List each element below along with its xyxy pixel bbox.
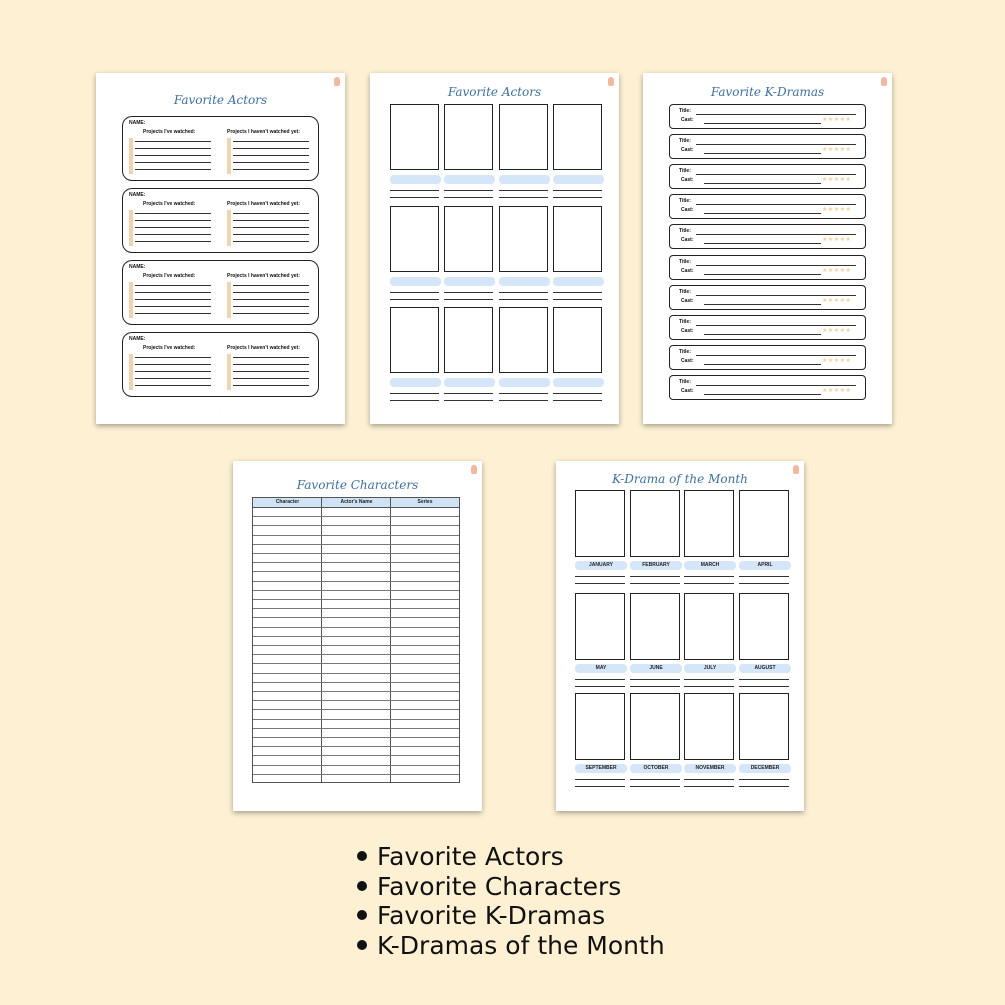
photo-box xyxy=(390,206,439,272)
write-line xyxy=(553,292,602,293)
kdrama-row xyxy=(669,104,866,129)
title-label: Title: xyxy=(679,348,691,355)
write-line xyxy=(390,393,439,394)
write-line xyxy=(233,306,309,307)
write-line xyxy=(135,162,211,163)
photo-box xyxy=(684,593,734,660)
write-line xyxy=(739,679,789,680)
cast-line xyxy=(704,123,821,124)
month-label: DECEMBER xyxy=(739,764,791,773)
write-line xyxy=(444,299,493,300)
cast-line xyxy=(704,364,821,365)
tan-bar xyxy=(227,138,231,174)
month-label: JULY xyxy=(684,664,736,673)
tan-bar xyxy=(129,282,133,318)
write-line xyxy=(630,786,680,787)
write-line xyxy=(135,364,211,365)
write-line xyxy=(135,357,211,358)
photo-box xyxy=(684,693,734,760)
feature-item: K-Dramas of the Month xyxy=(357,931,665,961)
title-line xyxy=(696,325,856,326)
write-line xyxy=(135,292,211,293)
title-label: Title: xyxy=(679,258,691,265)
tan-bar xyxy=(227,210,231,246)
write-line xyxy=(630,686,680,687)
month-label: AUGUST xyxy=(739,664,791,673)
write-line xyxy=(684,583,734,584)
table-row-line xyxy=(253,535,459,536)
bunny-icon xyxy=(334,77,340,86)
bunny-icon xyxy=(881,77,887,86)
write-line xyxy=(444,400,493,401)
write-line xyxy=(444,190,493,191)
table-row-line xyxy=(253,544,459,545)
title-line xyxy=(696,114,856,115)
kdrama-row xyxy=(669,375,866,400)
kdrama-row xyxy=(669,255,866,280)
kdrama-of-the-month-page xyxy=(556,461,804,811)
month-label: JUNE xyxy=(630,664,682,673)
column-header: Series xyxy=(417,499,433,505)
month-label: APRIL xyxy=(739,561,791,570)
photo-box xyxy=(739,693,789,760)
write-line xyxy=(135,371,211,372)
column-divider xyxy=(390,498,391,782)
photo-box xyxy=(630,490,680,557)
not-watched-label: Projects I haven't watched yet: xyxy=(227,273,300,279)
write-line xyxy=(739,779,789,780)
title-line xyxy=(696,144,856,145)
write-line xyxy=(233,371,309,372)
kdrama-row xyxy=(669,285,866,310)
page-footer: · xyxy=(220,408,221,412)
write-line xyxy=(739,576,789,577)
kdrama-row xyxy=(669,194,866,219)
table-row-line xyxy=(253,737,459,738)
write-line xyxy=(630,583,680,584)
rating-stars: ★★★★★ xyxy=(822,117,852,123)
bullet-icon xyxy=(357,851,367,861)
photo-box xyxy=(739,490,789,557)
not-watched-label: Projects I haven't watched yet: xyxy=(227,129,300,135)
page-title: Favorite Actors xyxy=(173,93,268,107)
cast-label: Cast: xyxy=(681,357,694,364)
feature-list xyxy=(357,842,665,960)
month-label: NOVEMBER xyxy=(684,764,736,773)
cast-label: Cast: xyxy=(681,237,694,244)
table-row-line xyxy=(253,728,459,729)
title-line xyxy=(696,295,856,296)
photo-box xyxy=(390,104,439,170)
write-line xyxy=(135,220,211,221)
name-pill xyxy=(553,277,604,286)
write-line xyxy=(233,285,309,286)
write-line xyxy=(135,299,211,300)
title-label: Title: xyxy=(679,138,691,145)
table-row-line xyxy=(253,590,459,591)
table-row-line xyxy=(253,516,459,517)
month-label: FEBRUARY xyxy=(630,561,682,570)
write-line xyxy=(135,306,211,307)
table-row-line xyxy=(253,746,459,747)
table-row-line xyxy=(253,562,459,563)
write-line xyxy=(575,786,625,787)
table-row-line xyxy=(253,719,459,720)
tan-bar xyxy=(129,210,133,246)
bunny-icon xyxy=(608,77,614,86)
write-line xyxy=(553,190,602,191)
rating-stars: ★★★★★ xyxy=(822,327,852,334)
table-row-line xyxy=(253,755,459,756)
bunny-icon xyxy=(793,465,799,474)
write-line xyxy=(739,686,789,687)
name-pill xyxy=(553,175,604,184)
write-line xyxy=(135,285,211,286)
name-pill xyxy=(390,277,441,286)
photo-box xyxy=(553,104,602,170)
table-row-line xyxy=(253,627,459,628)
title-line xyxy=(696,204,856,205)
title-label: Title: xyxy=(679,198,691,205)
rating-stars: ★★★★★ xyxy=(822,237,852,244)
kdrama-row xyxy=(669,164,866,189)
table-row-line xyxy=(253,682,459,683)
kdrama-row xyxy=(669,315,866,340)
cast-line xyxy=(704,274,821,275)
photo-box xyxy=(630,693,680,760)
cast-line xyxy=(704,183,821,184)
column-header: Character xyxy=(275,499,300,505)
favorite-actors-list-page xyxy=(96,73,345,424)
name-pill xyxy=(499,378,550,387)
photo-box xyxy=(684,490,734,557)
write-line xyxy=(233,241,309,242)
not-watched-label: Projects I haven't watched yet: xyxy=(227,345,300,351)
title-line xyxy=(696,355,856,356)
cast-line xyxy=(704,334,821,335)
write-line xyxy=(499,393,548,394)
rating-stars: ★★★★★ xyxy=(822,297,852,304)
watched-label: Projects I've watched: xyxy=(143,201,196,207)
month-label: MARCH xyxy=(684,561,736,570)
rating-stars: ★★★★★ xyxy=(822,177,852,184)
table-row-line xyxy=(253,608,459,609)
cast-line xyxy=(704,304,821,305)
kdrama-row xyxy=(669,345,866,370)
photo-box xyxy=(444,104,493,170)
write-line xyxy=(390,292,439,293)
name-pill xyxy=(444,378,495,387)
rating-stars: ★★★★★ xyxy=(822,207,852,214)
write-line xyxy=(684,779,734,780)
month-label: OCTOBER xyxy=(630,764,682,773)
write-line xyxy=(135,313,211,314)
name-pill xyxy=(390,378,441,387)
write-line xyxy=(233,357,309,358)
write-line xyxy=(630,679,680,680)
table-row-line xyxy=(253,571,459,572)
write-line xyxy=(135,155,211,156)
bullet-icon xyxy=(357,881,367,891)
rating-stars: ★★★★★ xyxy=(822,357,852,364)
write-line xyxy=(135,385,211,386)
month-label: JANUARY xyxy=(575,561,627,570)
write-line xyxy=(499,190,548,191)
cast-label: Cast: xyxy=(681,177,694,184)
tan-bar xyxy=(227,354,231,390)
photo-box xyxy=(553,307,602,373)
photo-box xyxy=(575,593,625,660)
write-line xyxy=(575,583,625,584)
write-line xyxy=(233,213,309,214)
write-line xyxy=(233,364,309,365)
write-line xyxy=(233,292,309,293)
write-line xyxy=(684,679,734,680)
watched-label: Projects I've watched: xyxy=(143,345,196,351)
write-line xyxy=(575,686,625,687)
write-line xyxy=(233,234,309,235)
write-line xyxy=(684,686,734,687)
write-line xyxy=(233,155,309,156)
feature-item: Favorite Actors xyxy=(357,842,665,872)
name-pill xyxy=(390,175,441,184)
write-line xyxy=(135,141,211,142)
photo-box xyxy=(553,206,602,272)
table-row-line xyxy=(253,553,459,554)
write-line xyxy=(135,241,211,242)
write-line xyxy=(444,393,493,394)
photo-box xyxy=(499,206,548,272)
name-label: NAME: xyxy=(129,264,146,270)
write-line xyxy=(630,779,680,780)
write-line xyxy=(575,576,625,577)
write-line xyxy=(499,292,548,293)
write-line xyxy=(553,299,602,300)
cast-label: Cast: xyxy=(681,297,694,304)
write-line xyxy=(390,299,439,300)
name-pill xyxy=(499,277,550,286)
month-label: SEPTEMBER xyxy=(575,764,627,773)
name-label: NAME: xyxy=(129,120,146,126)
name-pill xyxy=(553,378,604,387)
cast-line xyxy=(704,243,821,244)
title-line xyxy=(696,265,856,266)
feature-item: Favorite K-Dramas xyxy=(357,901,665,931)
write-line xyxy=(233,299,309,300)
title-label: Title: xyxy=(679,318,691,325)
write-line xyxy=(444,292,493,293)
write-line xyxy=(499,299,548,300)
cast-label: Cast: xyxy=(681,327,694,334)
actor-entry-block xyxy=(122,116,319,181)
name-pill xyxy=(444,277,495,286)
title-label: Title: xyxy=(679,378,691,385)
actor-entry-block xyxy=(122,332,319,397)
write-line xyxy=(233,220,309,221)
name-label: NAME: xyxy=(129,192,146,198)
tan-bar xyxy=(129,138,133,174)
characters-table xyxy=(252,497,460,783)
table-row-line xyxy=(253,673,459,674)
write-line xyxy=(233,385,309,386)
table-row-line xyxy=(253,700,459,701)
cast-label: Cast: xyxy=(681,207,694,214)
rating-stars: ★★★★★ xyxy=(822,147,852,154)
write-line xyxy=(135,234,211,235)
rating-stars: ★★★★★ xyxy=(822,387,852,394)
table-row-line xyxy=(253,525,459,526)
write-line xyxy=(135,227,211,228)
title-line xyxy=(696,174,856,175)
title-label: Title: xyxy=(679,168,691,175)
name-pill xyxy=(499,175,550,184)
not-watched-label: Projects I haven't watched yet: xyxy=(227,201,300,207)
cast-line xyxy=(704,394,821,395)
write-line xyxy=(233,162,309,163)
table-row-line xyxy=(253,581,459,582)
favorite-characters-page xyxy=(233,461,482,811)
table-row-line xyxy=(253,663,459,664)
page-title: Favorite Characters xyxy=(296,478,419,492)
table-row-line xyxy=(253,645,459,646)
write-line xyxy=(135,378,211,379)
write-line xyxy=(739,583,789,584)
table-row-line xyxy=(253,691,459,692)
cast-label: Cast: xyxy=(681,387,694,394)
table-header xyxy=(253,498,459,508)
kdrama-row xyxy=(669,224,866,249)
write-line xyxy=(233,313,309,314)
rating-stars: ★★★★★ xyxy=(822,267,852,274)
watched-label: Projects I've watched: xyxy=(143,273,196,279)
photo-box xyxy=(444,206,493,272)
bunny-icon xyxy=(471,465,477,474)
write-line xyxy=(233,227,309,228)
table-row-line xyxy=(253,709,459,710)
write-line xyxy=(553,393,602,394)
page-title: K-Drama of the Month xyxy=(612,472,748,486)
feature-item: Favorite Characters xyxy=(357,872,665,902)
photo-box xyxy=(499,307,548,373)
photo-box xyxy=(630,593,680,660)
cast-line xyxy=(704,153,821,154)
name-label: NAME: xyxy=(129,336,146,342)
page-title: Favorite K-Dramas xyxy=(710,85,825,99)
photo-box xyxy=(390,307,439,373)
table-row-line xyxy=(253,599,459,600)
write-line xyxy=(684,786,734,787)
photo-box xyxy=(575,693,625,760)
write-line xyxy=(135,213,211,214)
cast-label: Cast: xyxy=(681,147,694,154)
actor-entry-block xyxy=(122,260,319,325)
page-title: Favorite Actors xyxy=(447,85,542,99)
write-line xyxy=(390,400,439,401)
cast-line xyxy=(704,213,821,214)
write-line xyxy=(739,786,789,787)
kdrama-row xyxy=(669,134,866,159)
write-line xyxy=(444,197,493,198)
bullet-icon xyxy=(357,910,367,920)
write-line xyxy=(553,197,602,198)
write-line xyxy=(390,197,439,198)
name-pill xyxy=(444,175,495,184)
photo-box xyxy=(739,593,789,660)
write-line xyxy=(135,148,211,149)
favorite-kdramas-page xyxy=(643,73,892,424)
write-line xyxy=(233,148,309,149)
table-row-line xyxy=(253,654,459,655)
write-line xyxy=(233,141,309,142)
write-line xyxy=(575,679,625,680)
photo-box xyxy=(499,104,548,170)
cast-label: Cast: xyxy=(681,117,694,123)
tan-bar xyxy=(227,282,231,318)
title-line xyxy=(696,385,856,386)
write-line xyxy=(499,197,548,198)
write-line xyxy=(233,169,309,170)
write-line xyxy=(499,400,548,401)
write-line xyxy=(233,378,309,379)
table-row-line xyxy=(253,617,459,618)
write-line xyxy=(553,400,602,401)
title-label: Title: xyxy=(679,228,691,235)
actor-entry-block xyxy=(122,188,319,253)
title-label: Title: xyxy=(679,108,691,114)
title-label: Title: xyxy=(679,288,691,295)
title-line xyxy=(696,234,856,235)
table-row-line xyxy=(253,636,459,637)
column-header: Actor's Name xyxy=(340,499,373,505)
write-line xyxy=(630,576,680,577)
photo-box xyxy=(444,307,493,373)
write-line xyxy=(684,576,734,577)
bullet-icon xyxy=(357,940,367,950)
tan-bar xyxy=(129,354,133,390)
month-label: MAY xyxy=(575,664,627,673)
table-row-line xyxy=(253,774,459,775)
column-divider xyxy=(321,498,322,782)
cast-label: Cast: xyxy=(681,267,694,274)
write-line xyxy=(390,190,439,191)
watched-label: Projects I've watched: xyxy=(143,129,196,135)
write-line xyxy=(135,169,211,170)
photo-box xyxy=(575,490,625,557)
table-row-line xyxy=(253,765,459,766)
favorite-actors-grid-page xyxy=(370,73,619,424)
write-line xyxy=(575,779,625,780)
